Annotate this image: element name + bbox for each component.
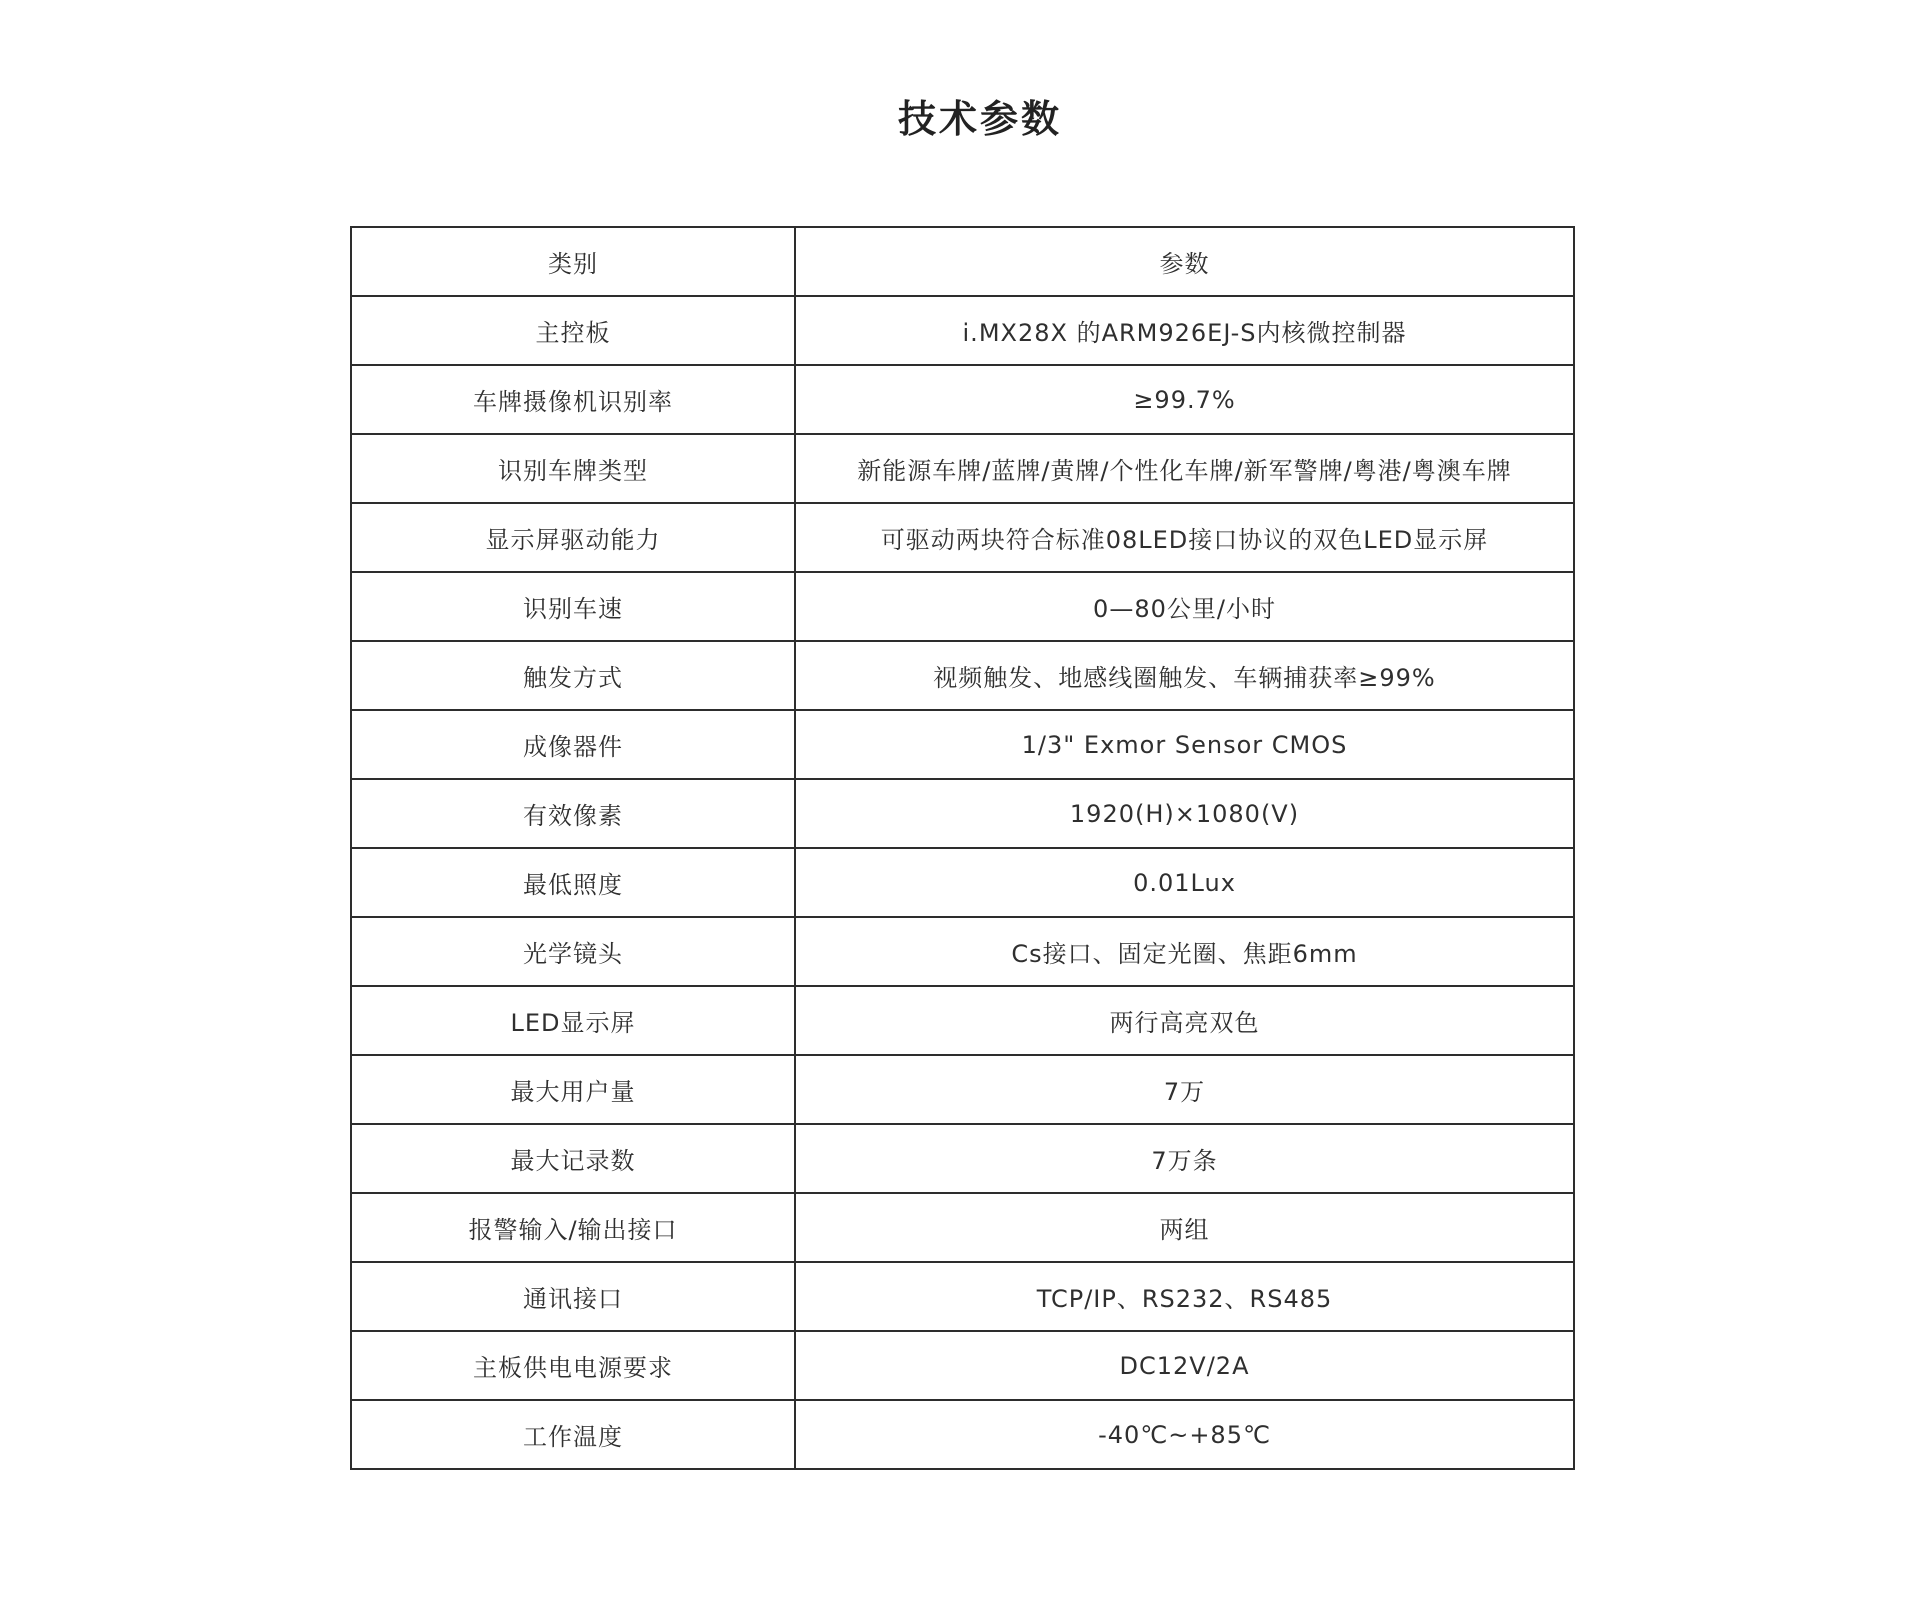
row-category: 识别车速	[351, 572, 795, 641]
row-category: 通讯接口	[351, 1262, 795, 1331]
table-row	[351, 1331, 1574, 1400]
table-row	[351, 641, 1574, 710]
table-row	[351, 986, 1574, 1055]
row-category: 成像器件	[351, 710, 795, 779]
table-row	[351, 1193, 1574, 1262]
page-title: 技术参数	[897, 97, 1062, 141]
row-category: 最大记录数	[351, 1124, 795, 1193]
row-category: 光学镜头	[351, 917, 795, 986]
row-category: 最大用户量	[351, 1055, 795, 1124]
row-category: 车牌摄像机识别率	[351, 365, 795, 434]
row-value: 两行高亮双色	[795, 986, 1574, 1055]
table-row	[351, 434, 1574, 503]
table-row	[351, 917, 1574, 986]
row-category: 显示屏驱动能力	[351, 503, 795, 572]
row-value: 可驱动两块符合标准08LED接口协议的双色LED显示屏	[795, 503, 1574, 572]
row-category: 主控板	[351, 296, 795, 365]
row-value: 1920(H)×1080(V)	[795, 779, 1574, 848]
table-row	[351, 503, 1574, 572]
table-row	[351, 1400, 1574, 1469]
header-parameter: 参数	[795, 227, 1574, 296]
row-value: 两组	[795, 1193, 1574, 1262]
row-value: -40℃~+85℃	[795, 1400, 1574, 1469]
table-row	[351, 572, 1574, 641]
table-row	[351, 779, 1574, 848]
table-row	[351, 848, 1574, 917]
row-category: 有效像素	[351, 779, 795, 848]
header-category: 类别	[351, 227, 795, 296]
row-value: i.MX28X 的ARM926EJ-S内核微控制器	[795, 296, 1574, 365]
row-value: Cs接口、固定光圈、焦距6mm	[795, 917, 1574, 986]
row-value: 视频触发、地感线圈触发、车辆捕获率≥99%	[795, 641, 1574, 710]
table-header-row	[351, 227, 1574, 296]
row-category: 工作温度	[351, 1400, 795, 1469]
row-category: 最低照度	[351, 848, 795, 917]
row-value: 7万条	[795, 1124, 1574, 1193]
table-row	[351, 1124, 1574, 1193]
row-value: 新能源车牌/蓝牌/黄牌/个性化车牌/新军警牌/粤港/粤澳车牌	[795, 434, 1574, 503]
table-row	[351, 1055, 1574, 1124]
row-category: 识别车牌类型	[351, 434, 795, 503]
table-row	[351, 1262, 1574, 1331]
spec-table	[350, 226, 1575, 1470]
row-value: ≥99.7%	[795, 365, 1574, 434]
row-category: 报警输入/输出接口	[351, 1193, 795, 1262]
row-category: LED显示屏	[351, 986, 795, 1055]
row-value: TCP/IP、RS232、RS485	[795, 1262, 1574, 1331]
table-row	[351, 710, 1574, 779]
row-value: 0—80公里/小时	[795, 572, 1574, 641]
row-value: DC12V/2A	[795, 1331, 1574, 1400]
row-category: 主板供电电源要求	[351, 1331, 795, 1400]
table-row	[351, 296, 1574, 365]
row-value: 1/3" Exmor Sensor CMOS	[795, 710, 1574, 779]
row-value: 0.01Lux	[795, 848, 1574, 917]
row-category: 触发方式	[351, 641, 795, 710]
row-value: 7万	[795, 1055, 1574, 1124]
table-row	[351, 365, 1574, 434]
